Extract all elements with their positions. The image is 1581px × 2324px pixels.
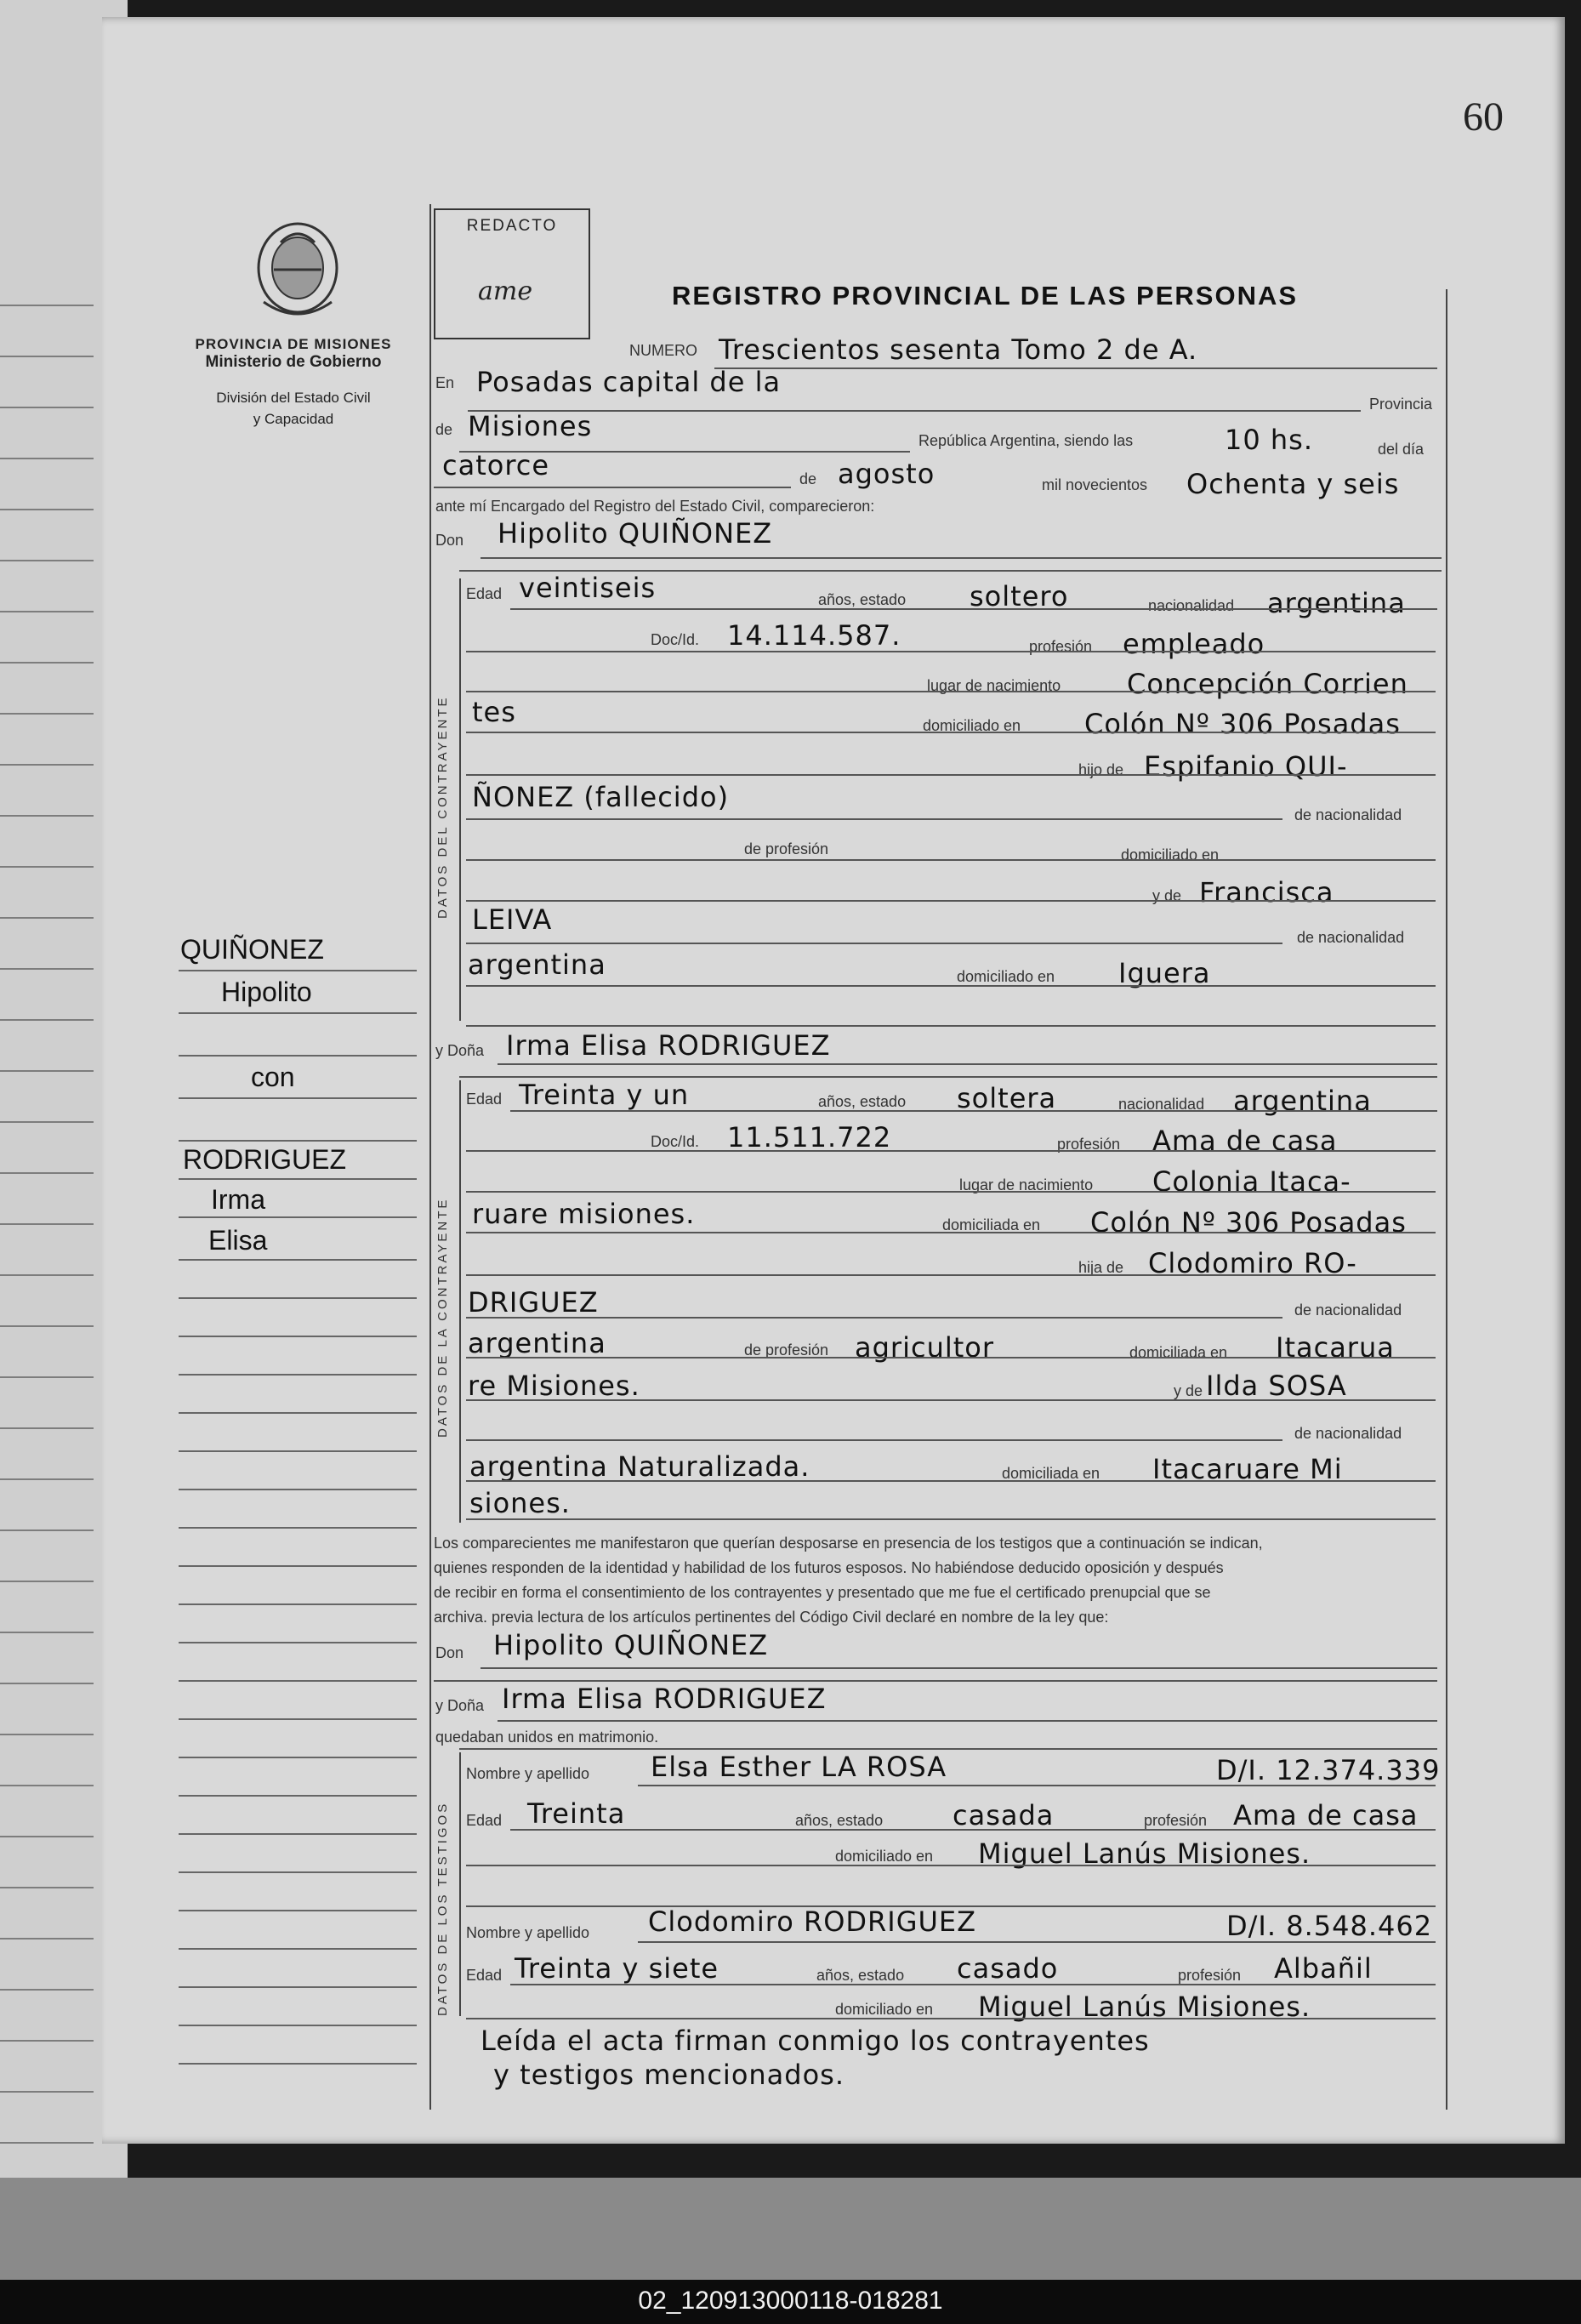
rule-y-de-f	[466, 1399, 1436, 1401]
value-dona: Irma Elisa RODRIGUEZ	[506, 1029, 831, 1062]
rule-t1-edad	[510, 1829, 1436, 1831]
margin-rule	[179, 970, 417, 971]
margin-note-line4: RODRIGUEZ	[183, 1144, 346, 1175]
rule-quedaban	[459, 1748, 1437, 1750]
rule-hija	[466, 1274, 1436, 1276]
margin-rule	[179, 1565, 417, 1567]
label-quedaban: quedaban unidos en matrimonio.	[435, 1729, 659, 1746]
value-hija-de-1: Clodomiro RO-	[1148, 1247, 1357, 1279]
value-t1-edad: Treinta	[527, 1797, 626, 1830]
value-lugar-nac-1: Concepción Corrien	[1127, 668, 1408, 700]
margin-rule	[179, 1642, 417, 1643]
value-y-de-1: Francisca	[1199, 876, 1334, 909]
margin-rule	[179, 1216, 417, 1218]
label-y-de: y de	[1152, 887, 1182, 904]
margin-rule	[179, 1297, 417, 1299]
margin-rule	[179, 1336, 417, 1337]
value-t1-prof: Ama de casa	[1233, 1799, 1419, 1831]
side-label-testigos: DATOS DE LOS TESTIGOS	[435, 1801, 450, 2016]
letterhead-division: División del Estado Civil y Capacidad	[216, 390, 371, 427]
value-closing-2: y testigos mencionados.	[493, 2059, 845, 2091]
page-number: 60	[1463, 94, 1504, 140]
margin-rule	[179, 1450, 417, 1452]
value-nac-f: argentina	[1233, 1085, 1372, 1117]
label-profesion: profesión	[1029, 638, 1093, 655]
rule-dona-2	[459, 1076, 1437, 1078]
label-domiciliada-padre: domiciliada en	[1129, 1344, 1228, 1361]
rule-don-2-a	[481, 1667, 1437, 1669]
rule-dom-f	[466, 1232, 1436, 1233]
label-edad-f: Edad	[466, 1091, 503, 1108]
label-doc-f: Doc/Id.	[651, 1133, 700, 1150]
margin-rule	[179, 1948, 417, 1950]
value-t1-estado: casada	[953, 1799, 1055, 1831]
side-label-contrayente: DATOS DEL CONTRAYENTE	[435, 695, 450, 919]
label-nacionalidad-f: nacionalidad	[1118, 1096, 1205, 1113]
label-nombre-t1: Nombre y apellido	[466, 1765, 590, 1782]
label-de-mes: de	[799, 470, 817, 487]
value-t2-dom: Miguel Lanús Misiones.	[978, 1991, 1311, 2023]
label-de-nacionalidad-madre: de nacionalidad	[1297, 929, 1405, 946]
margin-note-line1: QUIÑONEZ	[180, 934, 324, 965]
label-mil: mil novecientos	[1042, 476, 1148, 493]
redacto-initials: ame	[478, 276, 533, 306]
margin-rule	[179, 1680, 417, 1682]
label-domiciliada-f: domiciliada en	[942, 1216, 1041, 1233]
margin-rule	[179, 1055, 417, 1057]
margin-note-line3: con	[251, 1062, 295, 1092]
coat-of-arms-icon	[247, 217, 349, 328]
label-en: En	[435, 374, 455, 391]
value-dom-f: Colón Nº 306 Posadas	[1090, 1206, 1407, 1239]
value-t2-prof: Albañil	[1274, 1952, 1373, 1985]
rule-y-de	[466, 900, 1436, 902]
label-edad-t2: Edad	[466, 1967, 503, 1984]
margin-rule	[179, 1412, 417, 1414]
label-hijo-de: hijo de	[1078, 761, 1124, 778]
label-anos-estado-t1: años, estado	[795, 1812, 884, 1829]
label-del-dia: del día	[1378, 441, 1425, 458]
rule-padre-prof	[466, 859, 1436, 861]
side-label-contrayenta: DATOS DE LA CONTRAYENTE	[435, 1197, 450, 1438]
desk-background	[0, 2178, 1581, 2280]
rule-t1-nombre	[638, 1785, 1436, 1786]
rule-madre	[466, 943, 1282, 944]
margin-rule	[179, 1489, 417, 1490]
margin-rule	[179, 1718, 417, 1720]
margin-rule	[179, 1795, 417, 1797]
margin-rule	[179, 1527, 417, 1529]
margin-rule	[179, 1910, 417, 1911]
label-nacionalidad: nacionalidad	[1148, 597, 1235, 614]
rule-lugar-f	[466, 1191, 1436, 1193]
margin-rule	[179, 1178, 417, 1180]
margin-rule	[179, 1259, 417, 1261]
margin-rule	[179, 1986, 417, 1988]
label-ante-mi: ante mí Encargado del Registro del Estado Civil, comparecieron:	[435, 498, 875, 515]
testigos-frame	[459, 1752, 461, 2016]
value-madre-f-nac: argentina Naturalizada.	[469, 1450, 810, 1483]
label-republica: República Argentina, siendo las	[918, 432, 1134, 449]
letterhead-province: PROVINCIA DE MISIONES	[195, 336, 392, 352]
label-de-profesion: de profesión	[744, 840, 829, 857]
value-don-2: Hipolito QUIÑONEZ	[493, 1629, 769, 1661]
value-edad: veintiseis	[519, 572, 657, 604]
value-estado-f: soltera	[957, 1082, 1057, 1114]
label-edad: Edad	[466, 585, 503, 602]
label-domiciliado-padre: domiciliado en	[1121, 846, 1220, 863]
value-dona-2: Irma Elisa RODRIGUEZ	[502, 1683, 827, 1715]
margin-rule	[179, 1140, 417, 1142]
value-hijo-de-2: ÑONEZ (fallecido)	[472, 781, 730, 813]
margin-note-line6: Elisa	[208, 1225, 268, 1256]
letterhead	[166, 336, 421, 430]
form-frame-right	[1446, 289, 1447, 2110]
rule-madre-f	[466, 1439, 1282, 1441]
value-nacionalidad: argentina	[1267, 587, 1406, 619]
margin-rule	[179, 1012, 417, 1014]
rule-edad	[510, 608, 1437, 610]
caption-bar	[0, 2280, 1581, 2324]
value-t2-edad: Treinta y siete	[515, 1952, 719, 1985]
value-lugar-nac-2: tes	[472, 696, 516, 728]
page-title: REGISTRO PROVINCIAL DE LAS PERSONAS	[672, 281, 1299, 310]
label-anos-estado-t2: años, estado	[816, 1967, 905, 1984]
left-page-rules	[0, 255, 94, 2144]
rule-lugar	[466, 691, 1436, 692]
label-y-de-f: y de	[1174, 1382, 1203, 1399]
value-madre-dom: Iguera	[1118, 957, 1211, 989]
value-edad-f: Treinta y un	[519, 1079, 690, 1111]
value-mes: agosto	[838, 458, 936, 490]
label-domiciliado: domiciliado en	[923, 717, 1021, 734]
value-lugar-f-2: ruare misiones.	[472, 1198, 696, 1230]
label-lugar-nac-f: lugar de nacimiento	[959, 1176, 1094, 1193]
label-de-nacionalidad: de nacionalidad	[1294, 806, 1402, 823]
image-caption: 02_120913000118-018281	[638, 2287, 943, 2315]
rule-padre-prof-f	[466, 1357, 1436, 1359]
declaration-paragraph: Los comparecientes me manifestaron que querían desposarse en presencia de los testigos que a continuación se indican, quienes responden de la identidad y habilidad de los futuros esposos. No habiéndose deducido oposición y después de recibir en forma el consentimiento de los contrayentes y presentado que me fue el certificado prenupcial que se archiva. previa lectura de los artículos pertinentes del Código Civil declaré en nombre de la ley que:	[434, 1535, 1263, 1626]
value-doc: 14.114.587.	[727, 619, 901, 652]
rule-t2-dom	[466, 2018, 1436, 2019]
label-y-dona: y Doña	[435, 1042, 485, 1059]
value-hija-de-2: DRIGUEZ	[468, 1286, 599, 1319]
label-edad-t1: Edad	[466, 1812, 503, 1829]
value-hijo-de-1: Espifanio QUI-	[1144, 750, 1348, 783]
rule-madre-f-dom	[466, 1480, 1436, 1482]
label-profesion-f: profesión	[1057, 1136, 1121, 1153]
value-closing-1: Leída el acta firman conmigo los contrayentes	[481, 2025, 1150, 2057]
value-en: Posadas capital de la	[476, 366, 782, 398]
value-lugar-f-1: Colonia Itaca-	[1152, 1165, 1351, 1198]
label-don-2: Don	[435, 1644, 464, 1661]
label-de-profesion-f: de profesión	[744, 1341, 829, 1359]
rule-numero	[714, 367, 1437, 369]
label-doc: Doc/Id.	[651, 631, 700, 648]
rule-madre-dom	[466, 985, 1436, 987]
rule-padre-f	[466, 1317, 1282, 1319]
rule-t2-nombre	[638, 1941, 1436, 1943]
rule-padre	[466, 818, 1282, 820]
value-madre-f-dom-1: Itacaruare Mi	[1152, 1453, 1343, 1485]
rule-t1-dom	[466, 1865, 1436, 1866]
margin-rule	[179, 2063, 417, 2065]
rule-doc	[466, 651, 1436, 652]
label-profesion-t2: profesión	[1178, 1967, 1242, 1984]
value-madre-f-dom-2: siones.	[469, 1487, 571, 1519]
value-anio: Ochenta y seis	[1186, 468, 1400, 500]
rule-en	[468, 410, 1361, 412]
label-domiciliado-madre: domiciliado en	[957, 968, 1055, 985]
value-numero: Trescientos sesenta Tomo 2 de A.	[719, 333, 1198, 366]
label-profesion-t1: profesión	[1144, 1812, 1208, 1829]
rule-t2-edad	[510, 1984, 1436, 1985]
value-t2-estado: casado	[957, 1952, 1059, 1985]
value-padre-dom-1: Itacarua	[1276, 1331, 1395, 1364]
label-numero: NUMERO	[629, 342, 697, 359]
label-domiciliado-t2: domiciliado en	[835, 2001, 934, 2018]
value-de-provincia: Misiones	[468, 410, 593, 442]
value-dia: catorce	[442, 449, 550, 481]
rule-don-2-b	[434, 1680, 1437, 1682]
redacto-box	[434, 208, 590, 339]
rule-dia	[434, 487, 791, 488]
value-estado: soltero	[970, 580, 1069, 612]
rule-dom	[466, 732, 1436, 733]
label-nombre-t2: Nombre y apellido	[466, 1924, 590, 1941]
rule-don	[481, 557, 1442, 559]
label-don: Don	[435, 532, 464, 549]
rule-dona-2-a	[498, 1720, 1437, 1722]
label-anos-estado-f: años, estado	[818, 1093, 907, 1110]
contrayenta-frame	[459, 1080, 461, 1523]
contrayente-frame	[459, 578, 461, 1021]
label-domiciliada-madre-f: domiciliada en	[1002, 1465, 1100, 1482]
value-padre-nac: argentina	[468, 1327, 606, 1359]
label-de: de	[435, 421, 453, 438]
value-padre-prof: agricultor	[855, 1331, 995, 1364]
label-domiciliado-t1: domiciliado en	[835, 1848, 934, 1865]
rule-dona	[498, 1063, 1437, 1065]
rule-edad-f	[510, 1110, 1437, 1112]
letterhead-ministry: Ministerio de Gobierno	[205, 353, 382, 371]
redacto-label: REDACTO	[466, 217, 558, 235]
rule-hijo	[466, 774, 1436, 776]
label-de-nacionalidad-f: de nacionalidad	[1294, 1302, 1402, 1319]
value-t1-dom: Miguel Lanús Misiones.	[978, 1837, 1311, 1870]
margin-note-line2: Hipolito	[221, 977, 312, 1007]
label-y-dona-2: y Doña	[435, 1697, 485, 1714]
value-madre-nac: argentina	[468, 948, 606, 981]
value-hora: 10 hs.	[1225, 424, 1314, 456]
value-t2-nombre: Clodomiro RODRIGUEZ	[648, 1905, 977, 1938]
margin-note-line5: Irma	[211, 1184, 265, 1215]
margin-rule	[179, 1757, 417, 1758]
value-y-de-2: LEIVA	[472, 903, 553, 936]
rule-end-contrayente	[466, 1025, 1436, 1027]
value-doc-f: 11.511.722	[727, 1121, 892, 1153]
value-profesion: empleado	[1123, 628, 1265, 660]
value-domicilio: Colón Nº 306 Posadas	[1084, 708, 1401, 740]
label-hija-de: hija de	[1078, 1259, 1124, 1276]
value-don: Hipolito QUIÑONEZ	[498, 517, 773, 550]
form-frame-left	[429, 204, 431, 2110]
label-lugar-nac: lugar de nacimiento	[927, 677, 1061, 694]
value-t1-doc: D/I. 12.374.339	[1216, 1754, 1441, 1786]
value-t2-doc: D/I. 8.548.462	[1226, 1910, 1433, 1942]
margin-rule	[179, 1871, 417, 1873]
margin-rule	[179, 1603, 417, 1605]
value-madre-f: Ilda SOSA	[1206, 1370, 1347, 1402]
value-prof-f: Ama de casa	[1152, 1125, 1338, 1157]
margin-rule	[179, 1097, 417, 1099]
value-padre-dom-2: re Misiones.	[468, 1370, 640, 1402]
rule-end-contrayenta	[466, 1518, 1436, 1520]
label-de-nacionalidad-madre-f: de nacionalidad	[1294, 1425, 1402, 1442]
label-anos-estado: años, estado	[818, 591, 907, 608]
value-t1-nombre: Elsa Esther LA ROSA	[651, 1751, 947, 1783]
rule-doc-f	[466, 1150, 1436, 1152]
margin-rule	[179, 1833, 417, 1835]
margin-rule	[179, 1374, 417, 1376]
label-provincia: Provincia	[1369, 396, 1433, 413]
margin-rule	[179, 2025, 417, 2026]
